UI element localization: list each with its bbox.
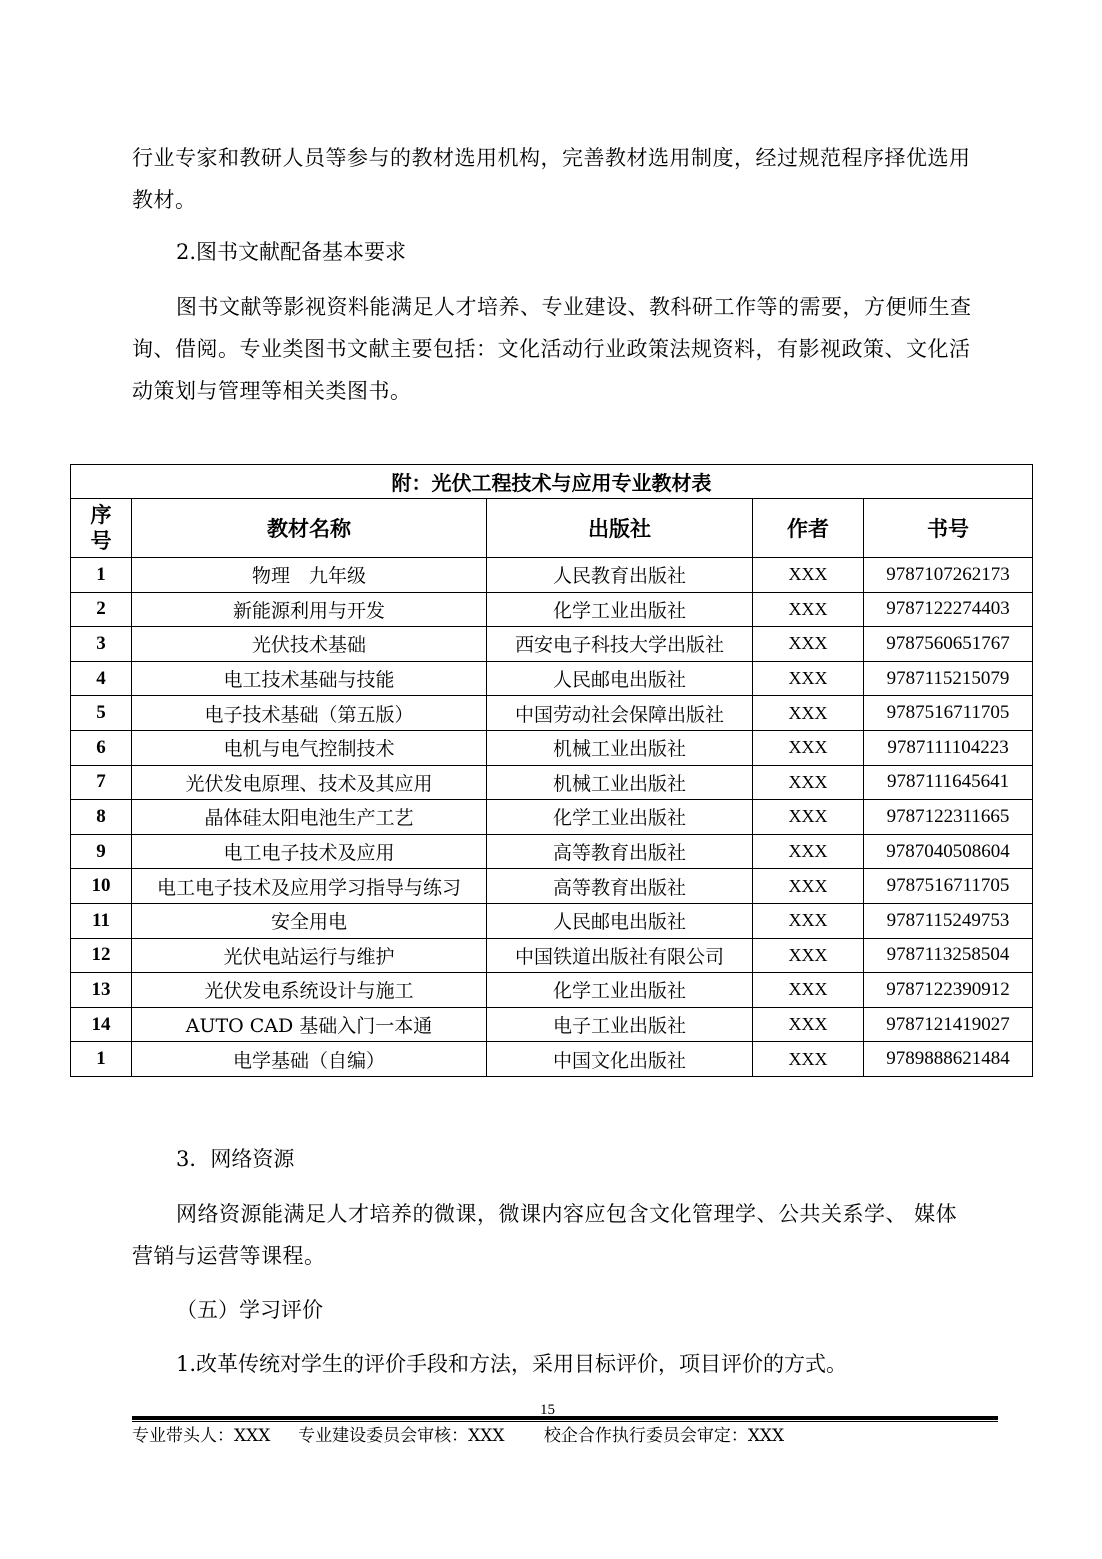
footer-divider-thick: [132, 1416, 998, 1420]
cell-serial-number: 14: [71, 1007, 132, 1042]
cell-publisher: 化学工业出版社: [487, 800, 753, 835]
cell-author: XXX: [753, 661, 864, 696]
cell-textbook-name: 电子技术基础（第五版）: [132, 696, 487, 731]
table-row: [71, 696, 1033, 731]
cell-serial-number: 9: [71, 834, 132, 869]
table-row: [71, 1042, 1033, 1077]
cell-publisher: 机械工业出版社: [487, 730, 753, 765]
footer-divider-thin: [132, 1421, 998, 1422]
cell-textbook-name: 新能源利用与开发: [132, 592, 487, 627]
cell-isbn: 9789888621484: [864, 1042, 1033, 1077]
cell-publisher: 西安电子科技大学出版社: [487, 627, 753, 662]
cell-publisher: 人民教育出版社: [487, 558, 753, 593]
cell-publisher: 高等教育出版社: [487, 869, 753, 904]
table-row: [71, 800, 1033, 835]
table-row: [71, 558, 1033, 593]
cell-serial-number: 5: [71, 696, 132, 731]
cell-author: XXX: [753, 834, 864, 869]
table-row: [71, 834, 1033, 869]
cell-textbook-name: 晶体硅太阳电池生产工艺: [132, 800, 487, 835]
cell-isbn: 9787111104223: [864, 730, 1033, 765]
cell-serial-number: 3: [71, 627, 132, 662]
header-isbn: 书号: [864, 499, 1033, 558]
cell-isbn: 9787115249753: [864, 903, 1033, 938]
cell-publisher: 人民邮电出版社: [487, 661, 753, 696]
cell-serial-number: 1: [71, 558, 132, 593]
cell-isbn: 9787111645641: [864, 765, 1033, 800]
cell-publisher: 中国劳动社会保障出版社: [487, 696, 753, 731]
table-row: [71, 903, 1033, 938]
cell-publisher: 化学工业出版社: [487, 973, 753, 1008]
table-header-row: [71, 499, 1033, 558]
cell-publisher: 高等教育出版社: [487, 834, 753, 869]
footer-signatures: 专业带头人：XXX 专业建设委员会审核：XXX 校企合作执行委员会审定：XXX: [132, 1426, 785, 1446]
table-title-row: [71, 465, 1033, 499]
table-row: [71, 730, 1033, 765]
cell-author: XXX: [753, 558, 864, 593]
cell-author: XXX: [753, 973, 864, 1008]
cell-textbook-name: 电学基础（自编）: [132, 1042, 487, 1077]
cell-author: XXX: [753, 730, 864, 765]
cell-textbook-name: 光伏发电系统设计与施工: [132, 973, 487, 1008]
cell-isbn: 9787122390912: [864, 973, 1033, 1008]
cell-textbook-name: 光伏发电原理、技术及其应用: [132, 765, 487, 800]
cell-textbook-name: 光伏电站运行与维护: [132, 938, 487, 973]
paragraph-textbook-selection: 行业专家和教研人员等参与的教材选用机构，完善教材选用制度，经过规范程序择优选用教材。: [132, 146, 971, 212]
cell-serial-number: 8: [71, 800, 132, 835]
header-serial-number: [71, 499, 132, 558]
cell-serial-number: 10: [71, 869, 132, 904]
cell-serial-number: 2: [71, 592, 132, 627]
cell-isbn: 9787560651767: [864, 627, 1033, 662]
cell-isbn: 9787122274403: [864, 592, 1033, 627]
cell-textbook-name: 物理 九年级: [132, 558, 487, 593]
cell-serial-number: 13: [71, 973, 132, 1008]
cell-publisher: 机械工业出版社: [487, 765, 753, 800]
textbook-table: [70, 464, 1033, 1077]
heading-network-resources: 3．网络资源: [176, 1147, 295, 1171]
cell-author: XXX: [753, 765, 864, 800]
cell-textbook-name: 电机与电气控制技术: [132, 730, 487, 765]
table-row: [71, 765, 1033, 800]
cell-author: XXX: [753, 800, 864, 835]
cell-publisher: 人民邮电出版社: [487, 903, 753, 938]
heading-library-resources: 2.图书文献配备基本要求: [176, 240, 407, 264]
cell-textbook-name: 电工电子技术及应用: [132, 834, 487, 869]
cell-author: XXX: [753, 1042, 864, 1077]
cell-author: XXX: [753, 903, 864, 938]
cell-serial-number: 12: [71, 938, 132, 973]
cell-isbn: 9787107262173: [864, 558, 1033, 593]
cell-serial-number: 11: [71, 903, 132, 938]
cell-isbn: 9787115215079: [864, 661, 1033, 696]
table-row: [71, 1007, 1033, 1042]
cell-isbn: 9787113258504: [864, 938, 1033, 973]
cell-isbn: 9787516711705: [864, 869, 1033, 904]
paragraph-library-resources: 图书文献等影视资料能满足人才培养、专业建设、教科研工作等的需要，方便师生查询、借阅。专业类图书文献主要包括：文化活动行业政策法规资料，有影视政策、文化活动策划与管理等相关类图书。: [132, 295, 972, 403]
cell-publisher: 中国文化出版社: [487, 1042, 753, 1077]
cell-isbn: 9787040508604: [864, 834, 1033, 869]
cell-serial-number: 1: [71, 1042, 132, 1077]
cell-isbn: 9787516711705: [864, 696, 1033, 731]
header-publisher: 出版社: [487, 499, 753, 558]
table-row: [71, 661, 1033, 696]
cell-textbook-name: AUTO CAD 基础入门一本通: [132, 1007, 487, 1042]
cell-author: XXX: [753, 696, 864, 731]
cell-author: XXX: [753, 938, 864, 973]
heading-learning-evaluation: （五）学习评价: [176, 1298, 323, 1322]
cell-isbn: 9787121419027: [864, 1007, 1033, 1042]
table-row: [71, 592, 1033, 627]
cell-author: XXX: [753, 592, 864, 627]
header-author: 作者: [753, 499, 864, 558]
cell-textbook-name: 电工电子技术及应用学习指导与练习: [132, 869, 487, 904]
table-row: [71, 627, 1033, 662]
cell-author: XXX: [753, 869, 864, 904]
header-textbook-name: 教材名称: [132, 499, 487, 558]
table-row: [71, 869, 1033, 904]
paragraph-evaluation-item-1: 1.改革传统对学生的评价手段和方法，采用目标评价，项目评价的方式。: [176, 1352, 848, 1376]
cell-textbook-name: 电工技术基础与技能: [132, 661, 487, 696]
cell-author: XXX: [753, 627, 864, 662]
cell-textbook-name: 安全用电: [132, 903, 487, 938]
cell-serial-number: 4: [71, 661, 132, 696]
cell-isbn: 9787122311665: [864, 800, 1033, 835]
header-serial-number-label: 序号: [90, 503, 112, 553]
cell-textbook-name: 光伏技术基础: [132, 627, 487, 662]
cell-author: XXX: [753, 1007, 864, 1042]
paragraph-network-resources: 网络资源能满足人才培养的微课，微课内容应包含文化管理学、公共关系学、 媒体营销与运营等课程。: [132, 1202, 958, 1268]
cell-serial-number: 7: [71, 765, 132, 800]
page-number: 15: [540, 1402, 555, 1418]
cell-publisher: 电子工业出版社: [487, 1007, 753, 1042]
table-row: [71, 938, 1033, 973]
cell-publisher: 化学工业出版社: [487, 592, 753, 627]
table-title: 附：光伏工程技术与应用专业教材表: [71, 465, 1033, 499]
cell-publisher: 中国铁道出版社有限公司: [487, 938, 753, 973]
table-row: [71, 973, 1033, 1008]
cell-serial-number: 6: [71, 730, 132, 765]
